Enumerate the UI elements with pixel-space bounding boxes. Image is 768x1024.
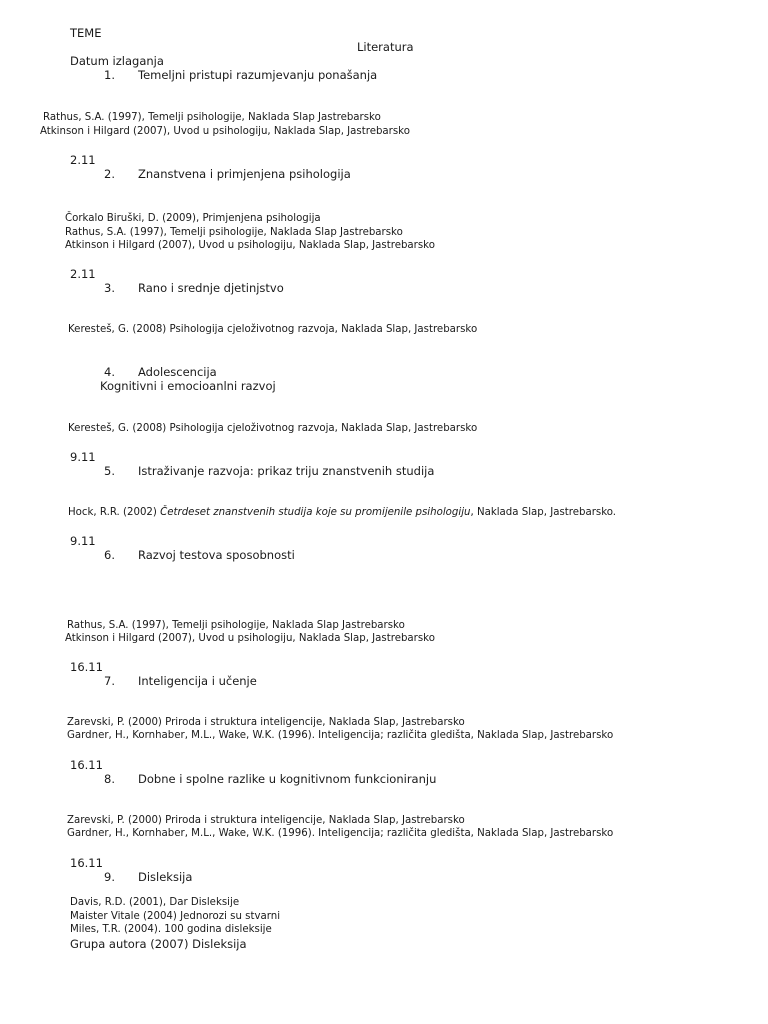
topic-date: 16.11: [70, 856, 103, 870]
topic-number: 2.: [104, 167, 115, 181]
topic-date: 2.11: [70, 267, 96, 281]
topic-date: 16.11: [70, 660, 103, 674]
reference: Keresteš, G. (2008) Psihologija cjeloživotnog razvoja, Naklada Slap, Jastrebarsko: [68, 324, 478, 335]
reference: Rathus, S.A. (1997), Temelji psihologije, Naklada Slap Jastrebarsko: [67, 620, 405, 631]
topic-number: 1.: [104, 68, 115, 82]
topic-date: 9.11: [70, 450, 96, 464]
topic-date: 9.11: [70, 534, 96, 548]
topic-title: Istraživanje razvoja: prikaz triju znanstvenih studija: [138, 464, 435, 478]
reference: Gardner, H., Kornhaber, M.L., Wake, W.K. (1996). Inteligencija; različita gledišta, Naklada Slap, Jastrebarsko: [67, 730, 614, 741]
reference: Davis, R.D. (2001), Dar Disleksije: [70, 897, 240, 908]
reference: Rathus, S.A. (1997), Temelji psihologije, Naklada Slap Jastrebarsko: [65, 227, 403, 238]
header-literatura: Literatura: [357, 40, 414, 54]
topic-title: Temeljni pristupi razumjevanju ponašanja: [138, 68, 378, 82]
topic-title: Razvoj testova sposobnosti: [138, 548, 295, 562]
topic-number: 6.: [104, 548, 115, 562]
header-teme: TEME: [70, 26, 102, 40]
topic-date: 2.11: [70, 153, 96, 167]
reference: Atkinson i Hilgard (2007), Uvod u psihologiju, Naklada Slap, Jastrebarsko: [65, 240, 435, 251]
topic-date: 16.11: [70, 758, 103, 772]
topic-number: 5.: [104, 464, 115, 478]
reference: Zarevski, P. (2000) Priroda i struktura inteligencije, Naklada Slap, Jastrebarsko: [67, 717, 465, 728]
reference: Gardner, H., Kornhaber, M.L., Wake, W.K. (1996). Inteligencija; različita gledišta, Naklada Slap, Jastrebarsko: [67, 828, 614, 839]
reference: Atkinson i Hilgard (2007), Uvod u psihologiju, Naklada Slap, Jastrebarsko: [65, 633, 435, 644]
topic-title: Dobne i spolne razlike u kognitivnom funkcioniranju: [138, 772, 437, 786]
topic-number: 9.: [104, 870, 115, 884]
topic-number: 7.: [104, 674, 115, 688]
reference: Zarevski, P. (2000) Priroda i struktura inteligencije, Naklada Slap, Jastrebarsko: [67, 815, 465, 826]
topic-title: Disleksija: [138, 870, 193, 884]
topic-title: Adolescencija: [138, 365, 217, 379]
reference: Maister Vitale (2004) Jednorozi su stvarni: [70, 911, 281, 922]
topic-title: Znanstvena i primjenjena psihologija: [138, 167, 351, 181]
topic-subtitle: Kognitivni i emocioanlni razvoj: [100, 379, 276, 393]
reference: Keresteš, G. (2008) Psihologija cjeloživotnog razvoja, Naklada Slap, Jastrebarsko: [68, 423, 478, 434]
header-datum: Datum izlaganja: [70, 54, 164, 68]
reference: Miles, T.R. (2004). 100 godina disleksije: [70, 924, 272, 935]
topic-number: 3.: [104, 281, 115, 295]
topic-number: 4.: [104, 365, 115, 379]
topic-number: 8.: [104, 772, 115, 786]
reference-book-title: Četrdeset znanstvenih studija koje su promijenile psihologiju: [160, 507, 471, 518]
reference: Čorkalo Biruški, D. (2009), Primjenjena psihologija: [65, 213, 321, 224]
reference-publisher: , Naklada Slap, Jastrebarsko.: [470, 507, 617, 518]
topic-title: Inteligencija i učenje: [138, 674, 257, 688]
reference: Grupa autora (2007) Disleksija: [70, 937, 247, 951]
reference: Atkinson i Hilgard (2007), Uvod u psihologiju, Naklada Slap, Jastrebarsko: [40, 126, 410, 137]
reference: [68, 508, 616, 518]
topic-title: Rano i srednje djetinjstvo: [138, 281, 284, 295]
reference-author: Hock, R.R. (2002): [68, 507, 161, 518]
reference: Rathus, S.A. (1997), Temelji psihologije, Naklada Slap Jastrebarsko: [43, 112, 381, 123]
